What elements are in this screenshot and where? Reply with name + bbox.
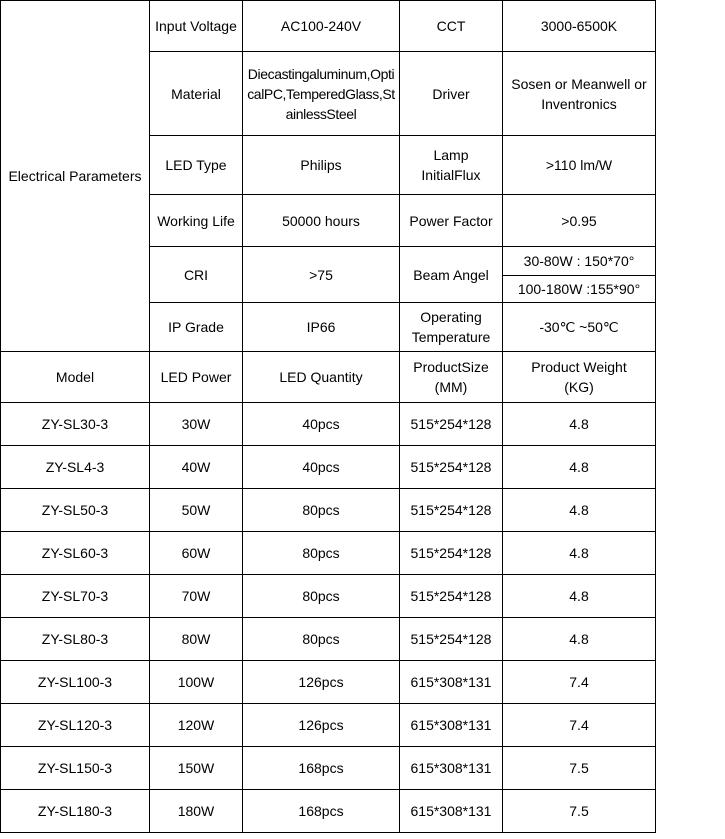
weight-cell: 7.4 xyxy=(503,661,656,704)
param-key: Beam Angel xyxy=(400,247,503,303)
weight-cell: 7.5 xyxy=(503,790,656,833)
table-row xyxy=(1,661,656,704)
param-value: AC100-240V xyxy=(243,1,400,52)
model-cell: ZY-SL100-3 xyxy=(1,661,150,704)
weight-cell: 4.8 xyxy=(503,618,656,661)
param-value: Diecastingaluminum,OpticalPC,TemperedGlass,StainlessSteel xyxy=(243,52,400,136)
table-row xyxy=(1,532,656,575)
size-cell: 615*308*131 xyxy=(400,747,503,790)
param-value: >110 lm/W xyxy=(503,136,656,195)
param-value: 3000-6500K xyxy=(503,1,656,52)
table-row xyxy=(1,790,656,833)
param-key: CCT xyxy=(400,1,503,52)
quantity-cell: 126pcs xyxy=(243,661,400,704)
size-cell: 515*254*128 xyxy=(400,403,503,446)
column-header: Product Weight (KG) xyxy=(503,352,656,403)
param-value: >0.95 xyxy=(503,195,656,247)
param-key: Input Voltage xyxy=(150,1,243,52)
weight-cell: 4.8 xyxy=(503,403,656,446)
model-cell: ZY-SL180-3 xyxy=(1,790,150,833)
param-value: Philips xyxy=(243,136,400,195)
param-value: 100-180W :155*90° xyxy=(503,276,656,303)
model-cell: ZY-SL30-3 xyxy=(1,403,150,446)
quantity-cell: 168pcs xyxy=(243,747,400,790)
table-row xyxy=(1,575,656,618)
weight-cell: 4.8 xyxy=(503,532,656,575)
column-header: LED Power xyxy=(150,352,243,403)
size-cell: 515*254*128 xyxy=(400,575,503,618)
param-value: Sosen or Meanwell or Inventronics xyxy=(503,52,656,136)
weight-cell: 4.8 xyxy=(503,446,656,489)
quantity-cell: 126pcs xyxy=(243,704,400,747)
power-cell: 120W xyxy=(150,704,243,747)
model-header-row xyxy=(1,352,656,403)
size-cell: 515*254*128 xyxy=(400,446,503,489)
power-cell: 30W xyxy=(150,403,243,446)
model-cell: ZY-SL50-3 xyxy=(1,489,150,532)
table-row xyxy=(1,704,656,747)
param-key: Lamp InitialFlux xyxy=(400,136,503,195)
table-row xyxy=(1,403,656,446)
param-key: LED Type xyxy=(150,136,243,195)
table-row xyxy=(1,618,656,661)
param-value: -30℃ ~50℃ xyxy=(503,303,656,352)
model-cell: ZY-SL120-3 xyxy=(1,704,150,747)
size-cell: 515*254*128 xyxy=(400,618,503,661)
table-row xyxy=(1,747,656,790)
table-row xyxy=(1,446,656,489)
section-label: Electrical Parameters xyxy=(1,1,150,352)
model-cell: ZY-SL4-3 xyxy=(1,446,150,489)
column-header: Model xyxy=(1,352,150,403)
power-cell: 100W xyxy=(150,661,243,704)
model-cell: ZY-SL150-3 xyxy=(1,747,150,790)
quantity-cell: 80pcs xyxy=(243,618,400,661)
param-key: Driver xyxy=(400,52,503,136)
size-cell: 615*308*131 xyxy=(400,661,503,704)
size-cell: 515*254*128 xyxy=(400,532,503,575)
weight-cell: 4.8 xyxy=(503,489,656,532)
column-header: LED Quantity xyxy=(243,352,400,403)
power-cell: 80W xyxy=(150,618,243,661)
power-cell: 150W xyxy=(150,747,243,790)
power-cell: 60W xyxy=(150,532,243,575)
table-row xyxy=(1,489,656,532)
param-key: CRI xyxy=(150,247,243,303)
model-cell: ZY-SL80-3 xyxy=(1,618,150,661)
param-value: 50000 hours xyxy=(243,195,400,247)
param-key: Working Life xyxy=(150,195,243,247)
param-value: IP66 xyxy=(243,303,400,352)
param-key: Power Factor xyxy=(400,195,503,247)
quantity-cell: 80pcs xyxy=(243,575,400,618)
weight-cell: 4.8 xyxy=(503,575,656,618)
weight-cell: 7.4 xyxy=(503,704,656,747)
quantity-cell: 40pcs xyxy=(243,403,400,446)
weight-cell: 7.5 xyxy=(503,747,656,790)
power-cell: 50W xyxy=(150,489,243,532)
quantity-cell: 80pcs xyxy=(243,532,400,575)
size-cell: 515*254*128 xyxy=(400,489,503,532)
param-value: >75 xyxy=(243,247,400,303)
power-cell: 40W xyxy=(150,446,243,489)
model-cell: ZY-SL60-3 xyxy=(1,532,150,575)
size-cell: 615*308*131 xyxy=(400,790,503,833)
param-key: Material xyxy=(150,52,243,136)
column-header: ProductSize (MM) xyxy=(400,352,503,403)
size-cell: 615*308*131 xyxy=(400,704,503,747)
param-value: 30-80W : 150*70° xyxy=(503,247,656,276)
quantity-cell: 80pcs xyxy=(243,489,400,532)
param-row xyxy=(1,1,656,52)
model-cell: ZY-SL70-3 xyxy=(1,575,150,618)
param-key: Operating Temperature xyxy=(400,303,503,352)
quantity-cell: 168pcs xyxy=(243,790,400,833)
param-key: IP Grade xyxy=(150,303,243,352)
power-cell: 70W xyxy=(150,575,243,618)
quantity-cell: 40pcs xyxy=(243,446,400,489)
power-cell: 180W xyxy=(150,790,243,833)
